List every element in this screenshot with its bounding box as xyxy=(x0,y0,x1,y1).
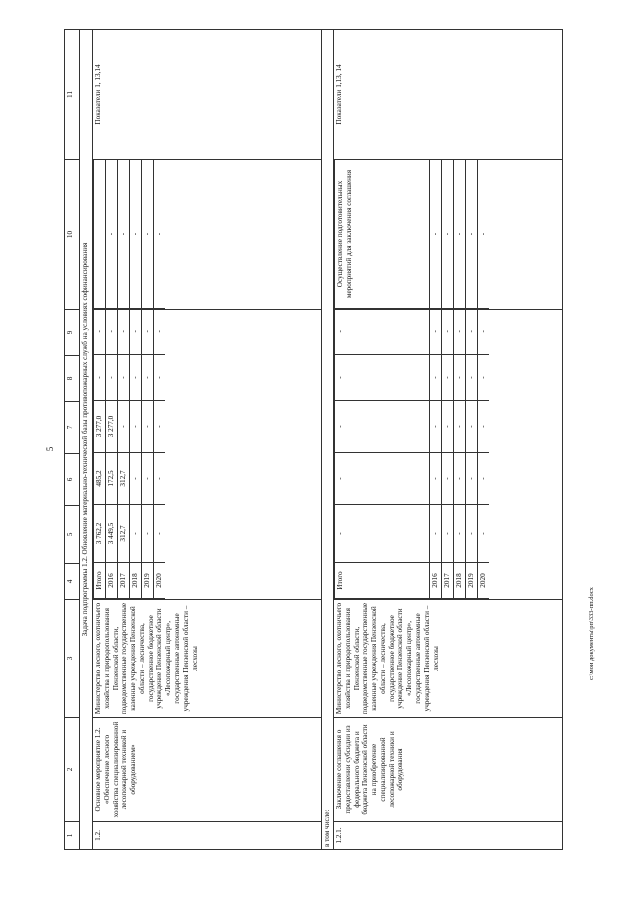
measure-name: Заключение соглашения о предоставлении субсидии из федерального бюджета и бюджета Пензенской области на приобретение специализированной лесопожарной техники и оборудования xyxy=(334,718,563,822)
year-row xyxy=(154,309,166,599)
col10-value: - xyxy=(454,160,466,309)
year-label: 2019 xyxy=(466,563,478,599)
value-other: - xyxy=(442,309,454,355)
value-federal: - xyxy=(478,401,490,453)
year-row xyxy=(106,309,118,599)
year-label: 2016 xyxy=(430,563,442,599)
table-row xyxy=(334,30,563,850)
value-federal: - xyxy=(335,401,430,453)
value-total: - xyxy=(466,505,478,563)
executor: Министерство лесного, охотничьего хозяйства и природопользования Пензенской области, подведомственные государственные казенные учреждения Пензенской области – лесничества, государственное бюджетное учреждение Пензенской области «Лесопожарный центр», государственные автономные учреждения Пензенской области – лесхозы xyxy=(93,600,322,718)
col10-value: - xyxy=(142,160,154,309)
year-row xyxy=(430,309,442,599)
year-label: 2018 xyxy=(454,563,466,599)
value-total: - xyxy=(142,505,154,563)
row-number: 1.2.1. xyxy=(334,822,563,850)
footer-file-path: c:\мои документы\рп\333-пп.docx xyxy=(588,587,595,680)
task-title: Задача подпрограммы 1.2. Обновление материально-технической базы противопожарных служб на условиях софинансирования xyxy=(80,30,93,850)
value-federal: - xyxy=(154,401,166,453)
row-number: 1.2. xyxy=(93,822,322,850)
header-cell: 9 xyxy=(65,310,80,356)
value-total: - xyxy=(478,505,490,563)
col10-value: - xyxy=(466,160,478,309)
col10-value: - xyxy=(442,160,454,309)
year-label: Итого xyxy=(335,563,430,599)
value-other: - xyxy=(478,309,490,355)
value-regional: 485,2 xyxy=(94,453,106,505)
year-label: Итого xyxy=(94,563,106,599)
value-other: - xyxy=(94,309,106,355)
col10-text: Осуществление подготовительных мероприятий для заключения соглашения xyxy=(335,160,430,309)
header-cell: 11 xyxy=(65,30,80,160)
header-cell: 3 xyxy=(65,600,80,718)
value-total: - xyxy=(454,505,466,563)
value-local: - xyxy=(430,355,442,401)
value-total: - xyxy=(442,505,454,563)
header-cell: 4 xyxy=(65,564,80,600)
header-cell: 2 xyxy=(65,718,80,822)
value-other: - xyxy=(466,309,478,355)
value-local: - xyxy=(118,355,130,401)
header-cell: 10 xyxy=(65,160,80,310)
value-regional: - xyxy=(154,453,166,505)
value-total: - xyxy=(130,505,142,563)
value-regional: 172,5 xyxy=(106,453,118,505)
year-row xyxy=(335,309,430,599)
value-federal: - xyxy=(142,401,154,453)
value-local: - xyxy=(454,355,466,401)
value-other: - xyxy=(430,309,442,355)
value-local: - xyxy=(106,355,118,401)
value-local: - xyxy=(466,355,478,401)
col10-values xyxy=(93,160,322,310)
value-regional: - xyxy=(454,453,466,505)
year-label: 2020 xyxy=(478,563,490,599)
value-federal: 3 277,0 xyxy=(94,401,106,453)
value-total: - xyxy=(335,505,430,563)
table-row xyxy=(93,30,322,850)
value-regional: - xyxy=(430,453,442,505)
value-federal: - xyxy=(430,401,442,453)
col10-value: - xyxy=(478,160,490,309)
value-total: 312,7 xyxy=(118,505,130,563)
year-row xyxy=(130,309,142,599)
col10-value: - xyxy=(430,160,442,309)
value-local: - xyxy=(154,355,166,401)
value-regional: - xyxy=(335,453,430,505)
col10-value xyxy=(94,160,106,309)
value-local: - xyxy=(335,355,430,401)
measure-name: Основное мероприятие 1.2. «Обеспечение лесного хозяйства специализированной лесопожарной техникой и оборудованием» xyxy=(93,718,322,822)
value-other: - xyxy=(335,309,430,355)
year-row xyxy=(142,309,154,599)
indicators: Показатели 1, 13,14 xyxy=(93,30,322,160)
executor: Министерство лесного, охотничьего хозяйства и природопользования Пензенской области, подведомственные государственные казенные учреждения Пензенской области – лесничества, государственное бюджетное учреждение Пензенской области «Лесопожарный центр», государственные автономные учреждения Пензенской области – лесхозы xyxy=(334,600,563,718)
value-local: - xyxy=(94,355,106,401)
year-table xyxy=(93,309,165,600)
in-total-label: в том числе: xyxy=(322,30,334,850)
header-cell: 8 xyxy=(65,356,80,402)
value-federal: - xyxy=(466,401,478,453)
col10-value: - xyxy=(118,160,130,309)
value-federal: - xyxy=(454,401,466,453)
year-label: 2019 xyxy=(142,563,154,599)
value-total: - xyxy=(154,505,166,563)
header-row xyxy=(65,30,80,850)
task-row xyxy=(80,30,93,850)
year-label: 2017 xyxy=(118,563,130,599)
value-other: - xyxy=(154,309,166,355)
program-table xyxy=(64,29,563,850)
year-label: 2020 xyxy=(154,563,166,599)
value-regional: 312,7 xyxy=(118,453,130,505)
year-values xyxy=(334,310,563,600)
year-row xyxy=(466,309,478,599)
value-total: - xyxy=(430,505,442,563)
year-row xyxy=(118,309,130,599)
indicators: Показатели 1,13, 14 xyxy=(334,30,563,160)
value-regional: - xyxy=(142,453,154,505)
year-row xyxy=(478,309,490,599)
value-federal: - xyxy=(118,401,130,453)
value-total: 3 449,5 xyxy=(106,505,118,563)
value-regional: - xyxy=(442,453,454,505)
value-regional: - xyxy=(130,453,142,505)
year-row xyxy=(454,309,466,599)
year-row xyxy=(442,309,454,599)
year-values xyxy=(93,310,322,600)
value-local: - xyxy=(130,355,142,401)
year-row xyxy=(94,309,106,599)
value-regional: - xyxy=(466,453,478,505)
header-cell: 6 xyxy=(65,454,80,506)
value-local: - xyxy=(478,355,490,401)
value-other: - xyxy=(118,309,130,355)
col10-value: - xyxy=(154,160,166,309)
value-local: - xyxy=(442,355,454,401)
col10-table xyxy=(334,160,489,309)
value-other: - xyxy=(130,309,142,355)
value-local: - xyxy=(142,355,154,401)
year-table xyxy=(334,309,489,600)
value-other: - xyxy=(454,309,466,355)
page-number: 5 xyxy=(45,446,55,452)
header-cell: 1 xyxy=(65,822,80,850)
value-other: - xyxy=(106,309,118,355)
year-label: 2017 xyxy=(442,563,454,599)
rotated-table-area xyxy=(64,30,584,850)
value-federal: - xyxy=(442,401,454,453)
col10-table xyxy=(93,160,165,309)
value-federal: - xyxy=(130,401,142,453)
col10-values xyxy=(334,160,563,310)
in-total-row xyxy=(322,30,334,850)
value-total: 3 762,2 xyxy=(94,505,106,563)
header-cell: 7 xyxy=(65,402,80,454)
col10-value: - xyxy=(130,160,142,309)
value-other: - xyxy=(142,309,154,355)
value-federal: 3 277,0 xyxy=(106,401,118,453)
col10-value: - xyxy=(106,160,118,309)
year-label: 2018 xyxy=(130,563,142,599)
value-regional: - xyxy=(478,453,490,505)
year-label: 2016 xyxy=(106,563,118,599)
header-cell: 5 xyxy=(65,506,80,564)
